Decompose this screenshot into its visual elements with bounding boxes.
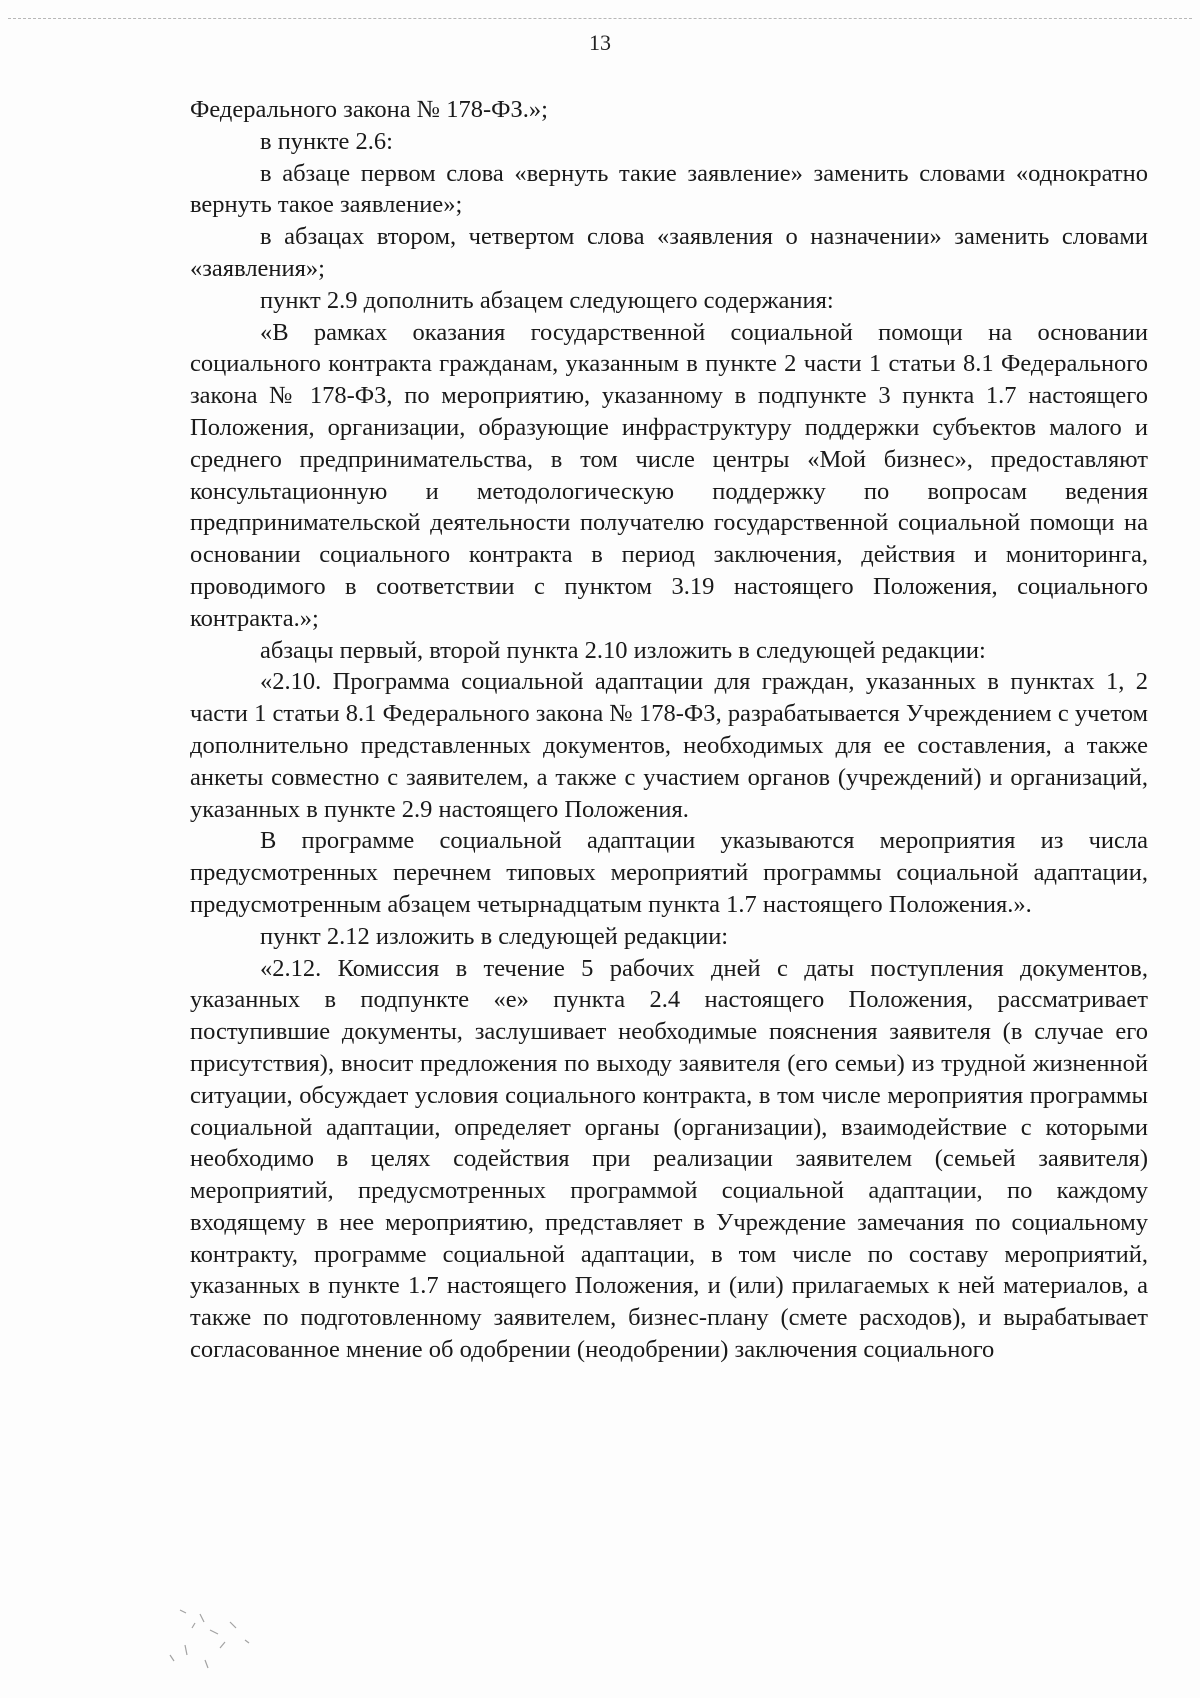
paragraph-11: «2.12. Комиссия в течение 5 рабочих дней с даты поступления документов, указанных в подпункте «е» пункта 2.4 настоящего Положения, рассматривает поступившие документы, заслушивает необходимые пояснения заявителя (в случае его присутствия), вносит предложения по выходу заявителя (его семьи) из трудной жизненной ситуации, обсуждает условия социального контракта, в том числе мероприятия программы социальной адаптации, определяет органы (организации), взаимодействие с которыми необходимо в целях содействия при реализации заявителем (семьей заявителя) мероприятий, предусмотренных программой социальной адаптации, по каждому входящему в нее мероприятию, представляет в Учреждение замечания по социальному контракту, программе социальной адаптации, в том числе по составу мероприятий, указанных в пункте 1.7 настоящего Положения, и (или) прилагаемых к ней материалов, а также по подготовленному заявителем, бизнес-плану (смете расходов), и вырабатывает согласованное мнение об одобрении (неодобрении) заключения социального: [190, 954, 1148, 1364]
page-number: 13: [589, 30, 611, 55]
paragraph-6: «В рамках оказания государственной социальной помощи на основании социального контракта гражданам, указанным в пункте 2 части 1 статьи 8.1 Федерального закона № 178-ФЗ, по мероприятию, указанному в подпункте 3 пункта 1.7 настоящего Положения, организации, образующие инфраструктуру поддержки субъектов малого и среднего предпринимательства, в том числе центры «Мой бизнес», предоставляют консультационную и методологическую поддержку по вопросам ведения предпринимательской деятельности получателю государственной социальной помощи на основании социального контракта в период заключения, действия и мониторинга, проводимого в соответствии с пунктом 3.19 настоящего Положения, социального контракта.»;: [190, 318, 1148, 632]
paragraph-10: пункт 2.12 изложить в следующей редакции:: [260, 922, 729, 950]
paragraph-7: абзацы первый, второй пункта 2.10 изложить в следующей редакции:: [260, 636, 986, 664]
paragraph-9: В программе социальной адаптации указываются мероприятия из числа предусмотренных перечнем типовых мероприятий программы социальной адаптации, предусмотренным абзацем четырнадцатым пункта 1.7 настоящего Положения.».: [190, 827, 1148, 918]
scan-edge-line: [8, 18, 1192, 19]
paragraph-2: в пункте 2.6:: [260, 127, 393, 155]
document-body: [190, 94, 1148, 1366]
paragraph-3: в абзаце первом слова «вернуть такие заявление» заменить словами «однократно вернуть такое заявление»;: [190, 159, 1148, 219]
paragraph-4: в абзацах втором, четвертом слова «заявления о назначении» заменить словами «заявления»;: [190, 223, 1148, 282]
paragraph-8: «2.10. Программа социальной адаптации для граждан, указанных в пунктах 1, 2 части 1 статьи 8.1 Федерального закона № 178-ФЗ, разрабатывается Учреждением с учетом дополнительно представленных документов, необходимых для ее составления, а также анкеты совместно с заявителем, а также с участием органов (учреждений) и организаций, указанных в пункте 2.9 настоящего Положения.: [190, 668, 1148, 823]
paragraph-1: Федерального закона № 178-ФЗ.»;: [190, 96, 548, 123]
scan-noise-marks: [150, 1600, 280, 1680]
paragraph-5: пункт 2.9 дополнить абзацем следующего содержания:: [260, 286, 834, 314]
